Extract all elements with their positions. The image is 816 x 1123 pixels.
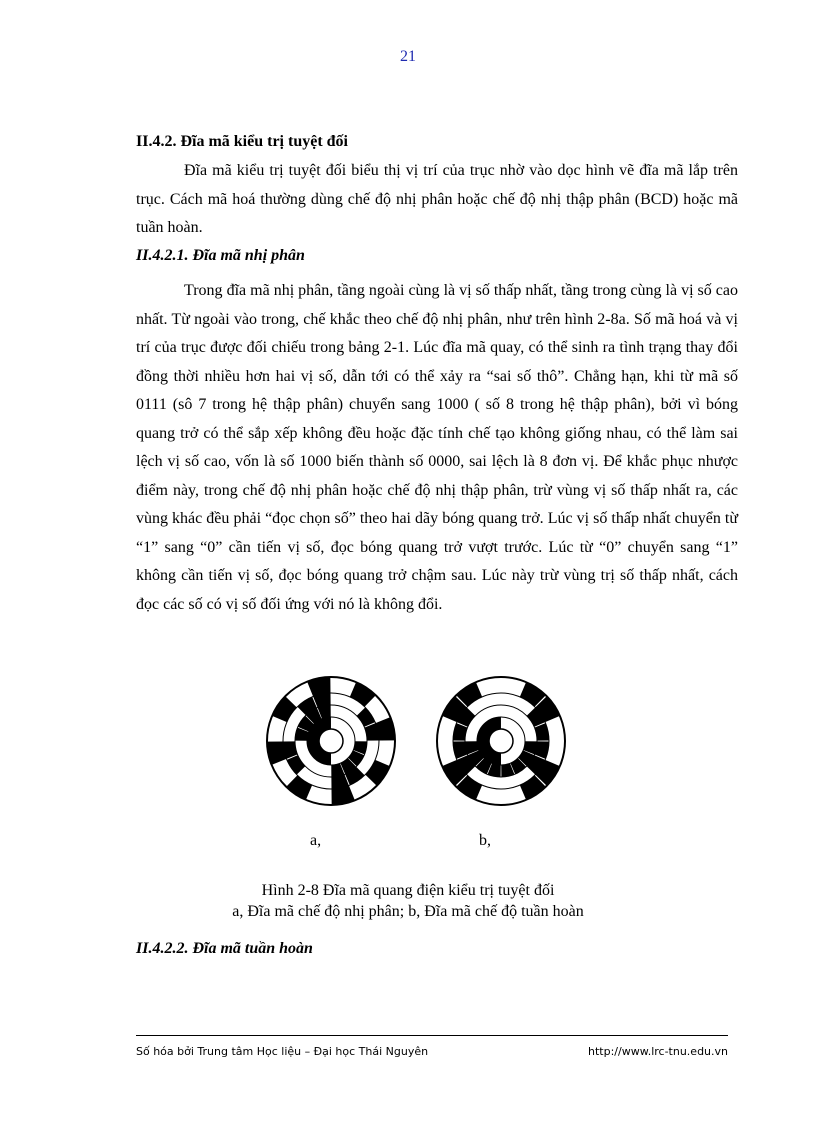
footer-rule bbox=[136, 1035, 728, 1036]
figure-label-b: b, bbox=[479, 832, 491, 849]
intro-paragraph: Đĩa mã kiểu trị tuyệt đối biểu thị vị trí của trục nhờ vào dọc hình vẽ đĩa mã lắp trên trục. Cách mã hoá thường dùng chế độ nhị phân hoặc chế độ nhị thập phân (BCD) hoặc mã tuần hoàn. bbox=[136, 162, 738, 236]
disk-ring-outline bbox=[319, 729, 343, 753]
cyclic-code-disk bbox=[437, 677, 565, 805]
caption-line-1: Hình 2-8 Đĩa mã quang điện kiểu trị tuyệt đối bbox=[261, 882, 555, 899]
binary-paragraph: Trong đĩa mã nhị phân, tầng ngoài cùng là vị số thấp nhất, tầng trong cùng là vị số cao nhất. Từ ngoài vào trong, chế khắc theo chế độ nhị phân, như trên hình 2-8a. Số mã hoá và vị trí của trục được đối chiếu trong bảng 2-1. Lúc đĩa mã quay, có thể sinh ra tình trạng thay đổi đồng thời nhiều hơn hai vị số, dẫn tới có thể xảy ra “sai số thô”. Chẳng hạn, khi từ mã số 0111 (sô 7 trong hệ thập phân) chuyển sang 1000 ( số 8 trong hệ thập phân), bởi vì bóng quang trở có thể sắp xếp không đều hoặc đặc tính chế tạo không giống nhau, có thể làm sai lệch vị số cao, vốn là số 1000 biến thành số 0000, sai lệch là 8 đơn vị. Để khắc phục nhược điểm này, trong chế độ nhị phân hoặc chế độ nhị thập phân, trừ vùng vị số thấp nhất ra, các vùng khác đều phải “đọc chọn số” theo hai dãy bóng quang trở. Lúc vị số thấp nhất chuyển từ “1” sang “0” cần tiến vị số, đọc bóng quang trở vượt trước. Lúc từ “0” chuyển sang “1” không cần tiến vị số, đọc bóng quang trở chậm sau. Lúc này trừ vùng trị số thấp nhất, cách đọc các số có vị số đối ứng với nó là không đổi. bbox=[136, 282, 738, 613]
footer-url: http://www.lrc-tnu.edu.vn bbox=[588, 1045, 728, 1058]
figure-code-disks bbox=[0, 670, 816, 830]
subsection-1-heading: II.4.2.1. Đĩa mã nhị phân bbox=[136, 247, 305, 264]
disk-ring-outline bbox=[453, 693, 549, 789]
disk-ring-outline bbox=[437, 677, 565, 805]
disk-ring-outline bbox=[489, 729, 513, 753]
figure-label-a: a, bbox=[310, 832, 322, 849]
disk-ring-outline bbox=[465, 705, 537, 777]
footer-source: Số hóa bởi Trung tâm Học liệu – Đại học Thái Nguyên bbox=[136, 1045, 429, 1058]
page-number: 21 bbox=[400, 48, 416, 65]
section-heading: II.4.2. Đĩa mã kiểu trị tuyệt đối bbox=[136, 133, 348, 150]
disk-ring-outline bbox=[295, 705, 367, 777]
disk-ring-outline bbox=[283, 693, 379, 789]
caption-line-2: a, Đĩa mã chế độ nhị phân; b, Đĩa mã chế độ tuần hoàn bbox=[232, 903, 584, 920]
disk-ring-outline bbox=[267, 677, 395, 805]
subsection-2-heading: II.4.2.2. Đĩa mã tuần hoàn bbox=[136, 940, 313, 957]
figure-caption bbox=[0, 880, 816, 922]
binary-code-disk bbox=[267, 677, 395, 805]
